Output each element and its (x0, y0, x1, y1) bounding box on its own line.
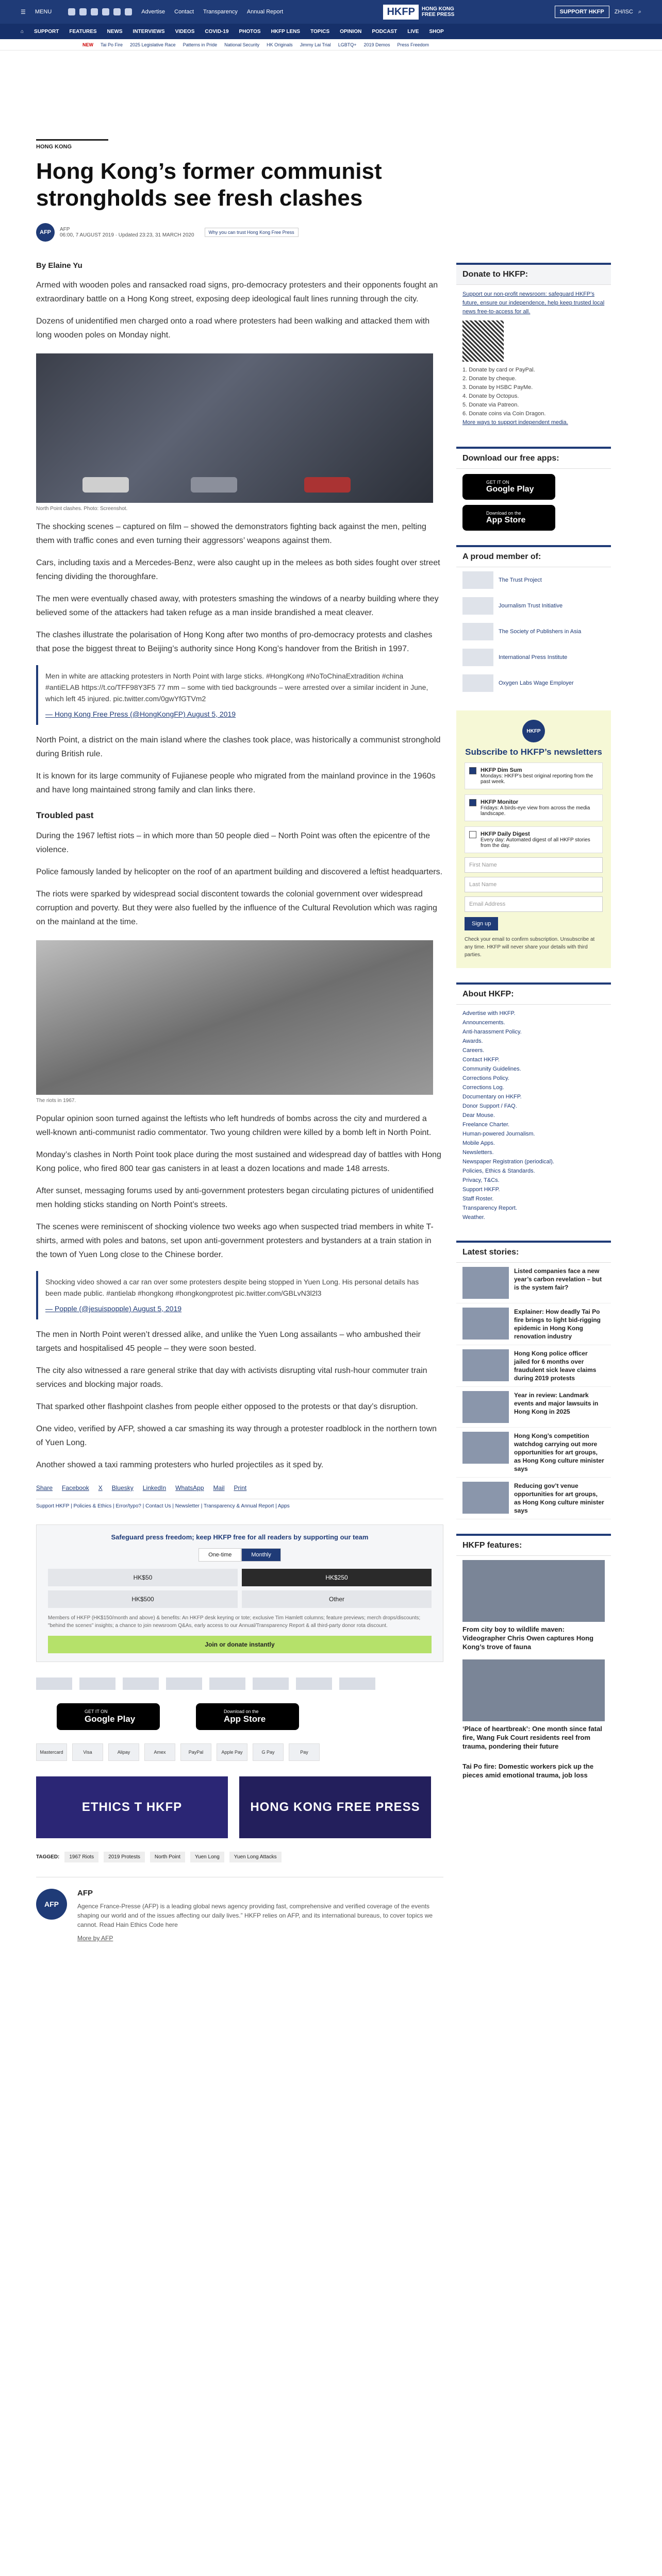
nav-item[interactable]: PHOTOS (239, 28, 261, 35)
latest-story[interactable] (456, 1345, 611, 1387)
nav-item[interactable]: TOPICS (310, 28, 330, 35)
partner-logo[interactable] (339, 1677, 375, 1690)
app-store-small: Download on the (486, 511, 521, 516)
trending-item[interactable]: 2019 Demos (363, 42, 390, 47)
partner-logo[interactable] (36, 1677, 72, 1690)
site-logo[interactable] (383, 5, 454, 20)
donate-way[interactable]: 1. Donate by card or PayPal. (462, 367, 535, 373)
member-logo (462, 623, 493, 640)
donate-intro[interactable]: Support our non-profit newsroom: safeguard HKFP’s future, ensure our independence, help keep trusted local news free-to-access for all. (462, 291, 605, 315)
member-logo (462, 571, 493, 589)
about-link[interactable]: Newspaper Registration (periodical). (462, 1159, 554, 1165)
about-link[interactable]: Donor Support / FAQ. (462, 1103, 517, 1109)
about-link[interactable]: Corrections Log. (462, 1084, 504, 1091)
byline: AFP AFP 06:00, 7 AUGUST 2019 · Updated 23:23, 31 MARCH 2020 Why you can trust Hong Kong Free Press (36, 223, 443, 242)
join-donate-button[interactable]: Join or donate instantly (48, 1636, 432, 1653)
share-whatsapp[interactable]: WhatsApp (175, 1484, 204, 1492)
checkbox-checked[interactable] (469, 767, 476, 774)
donate-heading: Safeguard press freedom; keep HKFP free for all readers by supporting our team (111, 1533, 369, 1541)
app-store-button[interactable] (196, 1703, 299, 1730)
payment-icon: Visa (72, 1743, 103, 1761)
paragraph: The riots were sparked by widespread social discontent towards the colonial government over widespread corruption and poverty. But they were also fuelled by the influence of the Cultural Revolution which was raging on the mainland at the time. (36, 890, 437, 926)
google-play-label: Google Play (486, 485, 534, 494)
publish-date: 06:00, 7 AUGUST 2019 (60, 232, 114, 238)
page-title: Hong Kong’s former communist strongholds see fresh clashes (36, 159, 382, 211)
updated-date: Updated 23:23, 31 MARCH 2020 (118, 232, 194, 238)
advertise-link[interactable]: Advertise (141, 9, 166, 15)
paragraph: The men were eventually chased away, with protesters smashing the windows of a nearby building where they believed some of the attackers had taken refuge as a man inside brandished a meat cleaver. (36, 595, 439, 617)
donate-way[interactable]: 4. Donate by Octopus. (462, 393, 519, 399)
member-name: Journalism Trust Initiative (499, 603, 563, 609)
partner-logo[interactable] (79, 1677, 115, 1690)
payment-icon: G Pay (253, 1743, 284, 1761)
about-link[interactable]: Privacy, T&Cs. (462, 1177, 500, 1183)
language-switch[interactable]: ZH/ISC (614, 9, 633, 15)
feature-story[interactable] (456, 1556, 611, 1655)
story-thumbnail (462, 1349, 509, 1381)
paragraph: Police famously landed by helicopter on the roof of an apartment building and discovered a leftist headquarters. (36, 868, 443, 876)
nav-item[interactable]: SHOP (429, 28, 444, 35)
about-link[interactable]: Newsletters. (462, 1149, 494, 1156)
paragraph: One video, verified by AFP, showed a car smashing its way through a protester roadblock in the northern town of Yuen Long. (36, 1425, 437, 1447)
newsletter-desc: Mondays: HKFP’s best original reporting from the past week. (481, 773, 593, 785)
amount-option[interactable]: Other (242, 1590, 432, 1608)
about-link[interactable]: Advertise with HKFP. (462, 1010, 516, 1016)
payment-icon: Pay (289, 1743, 320, 1761)
section-label[interactable]: HONG KONG (36, 139, 108, 150)
tag[interactable]: Yuen Long (190, 1852, 224, 1862)
facebook-icon[interactable] (79, 8, 87, 15)
trending-label: NEW (82, 42, 93, 47)
google-play-small: GET IT ON (85, 1709, 108, 1714)
tag[interactable]: 1967 Riots (64, 1852, 98, 1862)
about-link[interactable]: Mobile Apps. (462, 1140, 495, 1146)
tweet-text: Men in white are attacking protesters in North Point with large sticks. #HongKong #NoToChinaExtradition #china #antiELAB https://t.co/TFF98Y3F5 77 mm – some with tied backgrounds – were arrested over a similar incident in June, which left 45 injured. pic.twitter.com/0gwYfGTVm2 (45, 672, 428, 703)
member-name: Oxygen Labs Wage Employer (499, 680, 574, 686)
more-by-author-link[interactable]: More by AFP (77, 1935, 113, 1942)
story-thumbnail (462, 1391, 509, 1423)
about-link[interactable]: Policies, Ethics & Standards. (462, 1168, 535, 1174)
sidebar-app-store-button[interactable] (462, 505, 555, 531)
main-nav (0, 24, 662, 39)
sign-up-button[interactable]: Sign up (465, 917, 498, 930)
sidebar (456, 263, 611, 1784)
about-link[interactable]: Contact HKFP. (462, 1057, 500, 1063)
sidebar-google-play-button[interactable] (462, 474, 555, 500)
story-thumbnail (462, 1308, 509, 1340)
newsletter-desc: Fridays: A birds-eye view from across the media landscape. (481, 805, 590, 817)
article-footer-links[interactable]: Support HKFP | Policies & Ethics | Error/typo? | Contact Us | Newsletter | Transparency & Annual Report | Apps (36, 1499, 443, 1509)
embedded-tweet[interactable] (36, 665, 443, 725)
paragraph: The shocking scenes – captured on film – showed the demonstrators fighting back against the men, pelting them with traffic cones and even turning their aggressors’ weapons against them. (36, 522, 426, 545)
newsletter-logo: HKFP (522, 720, 545, 742)
payment-icon: Apple Pay (217, 1743, 247, 1761)
tags (36, 1852, 443, 1862)
tweet-signature[interactable]: — Hong Kong Free Press (@HongKongFP) August 5, 2019 (45, 710, 236, 718)
support-hkfp-button[interactable]: SUPPORT HKFP (555, 6, 609, 18)
feature-title: ‘Place of heartbreak’: One month since fatal fire, Wang Fuk Court residents reel from trauma, pondering their future (462, 1725, 602, 1750)
nav-item[interactable]: HKFP LENS (271, 28, 301, 35)
latest-story[interactable] (456, 1478, 611, 1519)
about-link[interactable]: Careers. (462, 1047, 485, 1054)
paragraph: Cars, including taxis and a Mercedes-Benz, were also caught up in the melees as both sides fought over street fencing dividing the thoroughfare. (36, 558, 440, 581)
share-x[interactable]: X (98, 1484, 103, 1492)
share-label[interactable]: Share (36, 1484, 53, 1492)
member-org[interactable] (456, 670, 611, 696)
newsletter-option[interactable] (465, 794, 603, 821)
member-org[interactable] (456, 619, 611, 645)
north-point-clash-photo (36, 353, 433, 503)
story-title: Hong Kong police officer jailed for 6 months over fraudulent sick leave claims during 2019 protests (514, 1350, 597, 1382)
paragraph: The city also witnessed a rare general strike that day with activists disrupting vital rush-hour commuter train services and blocking major roads. (36, 1366, 427, 1389)
nav-item[interactable]: SUPPORT (34, 28, 59, 35)
newsletter-option[interactable] (465, 826, 603, 853)
1967-riots-photo (36, 940, 433, 1095)
member-org[interactable] (456, 645, 611, 670)
about-link[interactable]: Freelance Charter. (462, 1122, 510, 1128)
trending-bar (0, 39, 662, 50)
about-link[interactable]: Transparency Report. (462, 1205, 517, 1211)
story-title: Hong Kong’s competition watchdog carrying out more opportunities for art groups, as Hong Kong culture minister says (514, 1432, 604, 1472)
top-bar (0, 0, 662, 24)
tweet-signature[interactable]: — Popple (@jesuispopple) August 5, 2019 (45, 1304, 182, 1313)
feature-thumbnail (462, 1560, 605, 1622)
paragraph: The men in North Point weren’t dressed alike, and unlike the Yuen Long assailants – who ambushed their targets and hospitalised 45 people – they were soon bested. (36, 1330, 421, 1353)
member-name: The Trust Project (499, 577, 542, 583)
nav-item[interactable]: COVID-19 (205, 28, 229, 35)
payment-icon: PayPal (180, 1743, 211, 1761)
latest-sidebar-title: Latest stories: (456, 1241, 611, 1263)
latest-story[interactable] (456, 1387, 611, 1428)
paragraph: It is known for its large community of Fujianese people who migrated from the mainland province in the 1960s and have long maintained strong family and clan links there. (36, 772, 436, 794)
paragraph: The scenes were reminiscent of shocking violence two weeks ago when suspected triad members in white T-shirts, armed with poles and batons, set upon anti-government protesters and bystanders at a train station in the town of Yuen Long close to the Chinese border. (36, 1223, 434, 1259)
app-store-label: App Store (486, 516, 526, 524)
member-logo (462, 649, 493, 666)
about-link[interactable]: Community Guidelines. (462, 1066, 521, 1072)
payment-icon: Amex (144, 1743, 175, 1761)
paragraph: Monday’s clashes in North Point took place during the most sustained and widespread day of battles with Hong Kong police, who fired 800 tear gas canisters in at least a dozen locations and made 148 arrests. (36, 1150, 441, 1173)
membership-note: Members of HKFP (HK$150/month and above) & benefits: An HKFP desk keyring or tote; exclusive Tim Hamlett columns; feature previews; merch drops/discounts; "behind the scenes" insights; a chance to join newsroom Q&As, early access to our Annual/Transparency Report & all third-party donor rota discount. (48, 1615, 421, 1629)
paragraph: That sparked other flashpoint clashes from people either opposed to the protests or that day’s disruption. (36, 1402, 418, 1411)
share-mail[interactable]: Mail (213, 1484, 225, 1492)
menu-label[interactable]: MENU (35, 9, 52, 15)
nav-item[interactable]: VIDEOS (175, 28, 195, 35)
logo-line-1: HONG KONG (421, 6, 454, 12)
amount-option[interactable]: HK$250 (242, 1569, 432, 1586)
last-name-field[interactable]: Last Name (465, 877, 603, 892)
latest-story[interactable] (456, 1263, 611, 1303)
donate-sidebar-title: Donate to HKFP: (456, 263, 611, 285)
newsletter-option[interactable] (465, 762, 603, 789)
tags-label: TAGGED: (36, 1854, 60, 1860)
share-bar (36, 1484, 443, 1492)
newsletter-name: HKFP Dim Sum (481, 767, 522, 773)
about-link[interactable]: Documentary on HKFP. (462, 1094, 522, 1100)
threads-icon[interactable] (102, 8, 109, 15)
paragraph: Another showed a taxi ramming protesters who hurled projectiles as it sped by. (36, 1461, 324, 1469)
donate-way[interactable]: 3. Donate by HSBC PayMe. (462, 384, 533, 391)
newsletter-name: HKFP Monitor (481, 799, 519, 805)
amount-option[interactable]: HK$500 (48, 1590, 238, 1608)
photo-caption: The riots in 1967. (36, 1098, 76, 1104)
paragraph: After sunset, messaging forums used by anti-government protesters began circulating pictures of unidentified men holding sticks standing on North Point’s streets. (36, 1187, 434, 1209)
partner-logo[interactable] (166, 1677, 202, 1690)
nav-item[interactable]: OPINION (340, 28, 362, 35)
paragraph: Armed with wooden poles and ransacked road signs, pro-democracy protesters and their opponents fought an extraordinary battle on a Hong Kong street, exposing deep ideological fault lines running through the city. (36, 281, 438, 303)
member-name: The Society of Publishers in Asia (499, 629, 582, 635)
first-name-field[interactable]: First Name (465, 857, 603, 873)
payment-icon: Mastercard (36, 1743, 67, 1761)
trending-item[interactable]: LGBTQ+ (338, 42, 357, 47)
trending-item[interactable]: 2025 Legislative Race (130, 42, 176, 47)
story-title: Year in review: Landmark events and major lawsuits in Hong Kong in 2025 (514, 1392, 599, 1415)
apps-sidebar-title: Download our free apps: (456, 447, 611, 469)
app-store-small: Download on the (224, 1709, 259, 1714)
story-thumbnail (462, 1267, 509, 1299)
more-ways-link[interactable]: More ways to support independent media. (462, 419, 568, 426)
feature-thumbnail (462, 1659, 605, 1721)
search-icon[interactable]: ⌕ (638, 8, 641, 15)
story-title: Reducing gov’t venue opportunities for art groups, as Hong Kong culture minister says (514, 1482, 604, 1514)
app-store-label: App Store (224, 1714, 266, 1724)
member-name: International Press Institute (499, 654, 568, 660)
author-avatar-large[interactable]: AFP (36, 1889, 67, 1920)
embedded-tweet[interactable] (36, 1271, 443, 1319)
transparency-link[interactable]: Transparency (203, 9, 238, 15)
paragraph: Popular opinion soon turned against the leftists who left hundreds of bombs across the city and murdered a well-known anti-communist radio commentator. Two young children were killed by a bomb left in North Point. (36, 1114, 432, 1137)
subheading: Troubled past (36, 810, 94, 820)
youtube-icon[interactable] (113, 8, 121, 15)
about-links (456, 1005, 611, 1226)
author-source[interactable]: AFP (60, 227, 70, 232)
story-title: Listed companies face a new year’s carbon revelation – but is the system fair? (514, 1267, 602, 1291)
share-print[interactable]: Print (234, 1484, 247, 1492)
about-link[interactable]: Anti-harassment Policy. (462, 1029, 522, 1035)
contact-link[interactable]: Contact (174, 9, 194, 15)
about-link[interactable]: Staff Roster. (462, 1196, 494, 1202)
ethics-banner[interactable]: ETHICS T HKFP (36, 1776, 228, 1838)
about-link[interactable]: Awards. (462, 1038, 483, 1044)
google-play-small: GET IT ON (486, 480, 509, 485)
checkbox-checked[interactable] (469, 799, 476, 806)
latest-story[interactable] (456, 1428, 611, 1478)
story-thumbnail (462, 1482, 509, 1514)
feature-title: From city boy to wildlife maven: Videographer Chris Owen captures Hong Kong’s trove of fauna (462, 1625, 594, 1651)
member-logo (462, 674, 493, 692)
x-icon[interactable] (68, 8, 75, 15)
hkfp-banner[interactable]: HONG KONG FREE PRESS (239, 1776, 431, 1838)
tag[interactable]: 2019 Protests (104, 1852, 145, 1862)
about-link[interactable]: Human-powered Journalism. (462, 1131, 535, 1137)
article-author: By Elaine Yu (36, 261, 82, 270)
paragraph: North Point, a district on the main island where the clashes took place, was historically a communist stronghold during British rule. (36, 736, 441, 758)
trust-badge[interactable]: Why you can trust Hong Kong Free Press (205, 228, 299, 237)
tweet-text: Shocking video showed a car ran over some protesters despite being stopped in Yuen Long. His personal details has been made public. #antielab #hongkong #hongkongprotest pic.twitter.com/GBLvN3l2l3 (45, 1278, 419, 1297)
about-link[interactable]: Support HKFP. (462, 1187, 500, 1193)
social-icons (68, 8, 132, 15)
one-time-toggle[interactable]: One-time (198, 1548, 241, 1562)
member-sidebar-title: A proud member of: (456, 545, 611, 567)
nav-item[interactable]: PODCAST (372, 28, 398, 35)
annual-report-link[interactable]: Annual Report (246, 9, 284, 15)
newsletter-name: HKFP Daily Digest (481, 831, 530, 837)
trending-item[interactable]: Jimmy Lai Trial (300, 42, 331, 47)
checkbox[interactable] (469, 831, 476, 838)
donate-way[interactable]: 5. Donate via Patreon. (462, 402, 519, 408)
newsletter-fine-print: Check your email to confirm subscription. Unsubscribe at any time. HKFP will never share your details with third parties. (465, 937, 595, 958)
trending-item[interactable]: Patterns in Pride (183, 42, 218, 47)
trending-item[interactable]: HK Originals (267, 42, 293, 47)
author-avatar[interactable]: AFP (36, 223, 55, 242)
feature-story[interactable] (456, 1755, 611, 1784)
nav-item[interactable]: INTERVIEWS (133, 28, 165, 35)
newsletter-signup (456, 710, 611, 968)
share-facebook[interactable]: Facebook (62, 1484, 89, 1492)
about-link[interactable]: Weather. (462, 1214, 485, 1221)
share-bluesky[interactable]: Bluesky (111, 1484, 134, 1492)
nav-home-icon[interactable]: ⌂ (21, 28, 24, 35)
nav-item[interactable]: LIVE (407, 28, 419, 35)
partner-logo[interactable] (296, 1677, 332, 1690)
telegram-icon[interactable] (125, 8, 132, 15)
tag[interactable]: North Point (150, 1852, 185, 1862)
donate-qr-image (462, 320, 504, 362)
partner-logo[interactable] (123, 1677, 159, 1690)
instagram-icon[interactable] (91, 8, 98, 15)
partner-logos (36, 1677, 443, 1690)
share-linkedin[interactable]: LinkedIn (142, 1484, 167, 1492)
newsletter-title: Subscribe to HKFP’s newsletters (465, 747, 602, 757)
tag[interactable]: Yuen Long Attacks (229, 1852, 282, 1862)
partner-logo[interactable] (209, 1677, 245, 1690)
about-sidebar-title: About HKFP: (456, 982, 611, 1005)
author-box (36, 1877, 443, 1943)
about-link[interactable]: Corrections Policy. (462, 1075, 509, 1081)
email-field[interactable]: Email Address (465, 896, 603, 912)
paragraph: The clashes illustrate the polarisation of Hong Kong after two months of pro-democracy protests and clashes that pose the biggest threat to Beijing’s authority since Hong Kong’s handover from the British in 1997. (36, 631, 433, 653)
feature-title: Tai Po fire: Domestic workers pick up the pieces amid emotional trauma, job loss (462, 1762, 594, 1779)
google-play-label: Google Play (85, 1714, 136, 1724)
menu-icon[interactable]: ☰ (21, 9, 26, 15)
payment-methods (36, 1743, 443, 1761)
author-name[interactable]: AFP (77, 1889, 93, 1897)
nav-item[interactable]: FEATURES (69, 28, 97, 35)
features-sidebar-title: HKFP features: (456, 1534, 611, 1556)
photo-caption: North Point clashes. Photo: Screenshot. (36, 506, 128, 512)
nav-item[interactable]: NEWS (107, 28, 123, 35)
story-thumbnail (462, 1432, 509, 1464)
about-link[interactable]: Dear Mouse. (462, 1112, 495, 1118)
partner-logo[interactable] (253, 1677, 289, 1690)
trending-item[interactable]: National Security (224, 42, 260, 47)
logo-mark: HKFP (383, 5, 418, 20)
logo-line-2: FREE PRESS (421, 12, 455, 18)
latest-story[interactable] (456, 1303, 611, 1345)
payment-icon: Alipay (108, 1743, 139, 1761)
newsletter-desc: Every day: Automated digest of all HKFP stories from the day. (481, 837, 590, 849)
donate-way[interactable]: 2. Donate by cheque. (462, 376, 517, 382)
story-title: Explainer: How deadly Tai Po fire brings to light bid-rigging epidemic in Hong Kong renovation industry (514, 1308, 601, 1340)
author-bio: Agence France-Presse (AFP) is a leading global news agency providing fast, comprehensive and verified coverage of the events shaping our world and of the issues affecting our daily lives.” HKFP relies on AFP, and its international bureaus, to cover topics we cannot. Read Hain Ethics Code here (77, 1903, 433, 1928)
donate-widget (36, 1524, 443, 1662)
trending-item[interactable]: Tai Po Fire (101, 42, 123, 47)
article (36, 139, 443, 1943)
about-link[interactable]: Announcements. (462, 1020, 505, 1026)
google-play-button[interactable] (57, 1703, 160, 1730)
trending-item[interactable]: Press Freedom (397, 42, 429, 47)
member-logo (462, 597, 493, 615)
paragraph: During the 1967 leftist riots – in which more than 50 people died – North Point was often the epicentre of the violence. (36, 832, 431, 854)
amount-option[interactable]: HK$50 (48, 1569, 238, 1586)
member-org[interactable] (456, 567, 611, 593)
paragraph: Dozens of unidentified men charged onto a road where protesters had been walking and attacked them with long wooden poles on Monday night. (36, 317, 430, 340)
donate-way[interactable]: 6. Donate coins via Coin Dragon. (462, 411, 546, 417)
monthly-toggle[interactable]: Monthly (241, 1548, 281, 1562)
member-org[interactable] (456, 593, 611, 619)
feature-story[interactable] (456, 1655, 611, 1755)
